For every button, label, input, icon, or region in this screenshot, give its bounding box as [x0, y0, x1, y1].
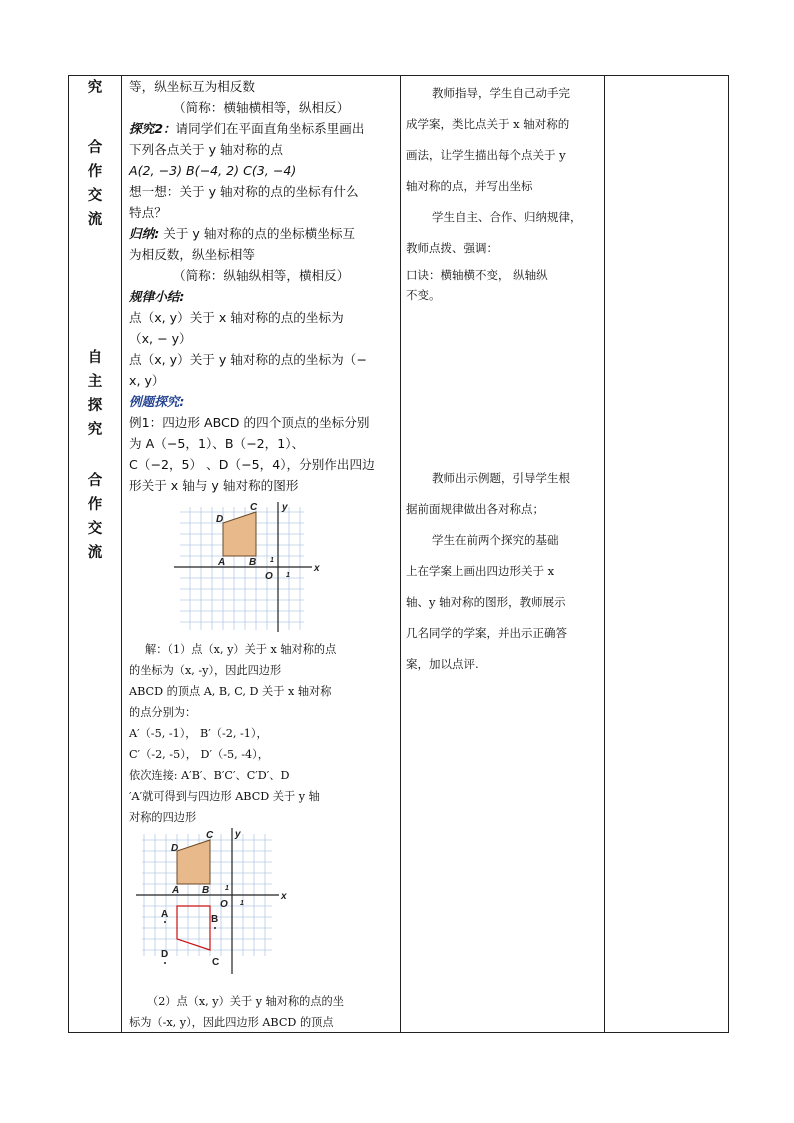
activity-line: 上在学案上画出四边形关于 x: [406, 564, 555, 578]
label-x-axis: x: [281, 891, 287, 902]
label-x-axis: x: [314, 563, 320, 574]
label-one-x: 1: [286, 572, 290, 579]
text: 关于 y 轴对称的点的坐标横坐标互: [159, 226, 356, 241]
coordinate-figure-1: [172, 502, 327, 634]
activity-line: 不变。: [406, 288, 441, 302]
text-line: [129, 119, 364, 139]
activity-line: 轴对称的点，并写出坐标: [406, 179, 533, 193]
label-c-prime: C: [212, 957, 220, 968]
text-line: C（−2，5） 、D（−5，4），分别作出四边: [129, 457, 375, 472]
stage-char: 合: [87, 472, 103, 489]
stage-char: 究: [87, 79, 103, 96]
stage-char: 主: [87, 373, 103, 390]
label-b-prime: B: [211, 914, 219, 925]
stage-char: 交: [87, 187, 103, 204]
text-line: （简称：横轴横相等，纵相反）: [173, 100, 350, 115]
quadrilateral-abcd: [223, 512, 256, 556]
stage-char: 流: [87, 211, 103, 228]
text-line: 点（x, y）关于 x 轴对称的点的坐标为: [129, 310, 344, 325]
stage-char: 交: [87, 520, 103, 537]
solution-line: ′A′就可得到与四边形 ABCD 关于 y 轴: [129, 790, 320, 803]
label-d-prime: D: [161, 949, 169, 960]
activity-line: 学生自主、合作、归纳规律，: [432, 210, 582, 224]
content-column: [129, 76, 394, 1032]
text-line: x, y）: [129, 373, 165, 388]
text-line: 想一想：关于 y 轴对称的点的坐标有什么: [129, 184, 359, 199]
coordinate-figure-2: [134, 828, 294, 978]
text-line: A(2, −3) B(−4, 2) C(3, −4): [129, 163, 297, 178]
text-line: 等，纵坐标互为相反数: [129, 79, 255, 94]
activity-line: 教师点拨、强调：: [406, 241, 498, 255]
solution-line: （2）点（x, y）关于 y 轴对称的点的坐: [147, 995, 344, 1008]
stage-char: 作: [87, 496, 103, 513]
solution-line: 对称的四边形: [129, 811, 197, 824]
text-line: [129, 224, 355, 244]
text-line: 例1：四边形 ABCD 的四个顶点的坐标分别: [129, 415, 370, 430]
label-o: O: [220, 899, 228, 910]
label: 探究2：: [129, 121, 176, 136]
activity-line: 成学案，类比点关于 x 轴对称的: [406, 117, 570, 131]
label-c: C: [206, 830, 214, 841]
point-dot: [214, 927, 216, 929]
stage-char: 合: [87, 139, 103, 156]
activity-line: 教师出示例题，引导学生根: [432, 471, 570, 485]
column-divider: [121, 76, 122, 1032]
label-d: D: [216, 514, 224, 525]
label-a: A: [218, 557, 226, 568]
activity-line: 口诀：横轴横不变， 纵轴纵: [406, 268, 548, 282]
solution-line: A′（-5, -1）， B′（-2, -1），: [129, 727, 268, 740]
solution-line: 的坐标为（x, -y），因此四边形: [129, 664, 282, 677]
solution-line: C′（-2, -5）， D′（-5, -4），: [129, 748, 269, 761]
stage-char: 探: [87, 397, 103, 414]
label-one-x: 1: [240, 900, 244, 907]
point-dot: [164, 962, 166, 964]
label-y-axis: y: [282, 502, 288, 513]
stage-char: 流: [87, 544, 103, 561]
text-line: 下列各点关于 y 轴对称的点: [129, 142, 283, 157]
solution-line: 解：（1）点（x, y）关于 x 轴对称的点: [145, 643, 337, 656]
label-c: C: [250, 502, 258, 513]
text-line: 形关于 x 轴与 y 轴对称的图形: [129, 478, 299, 493]
column-divider: [604, 76, 605, 1032]
text-line: 点（x, y）关于 y 轴对称的点的坐标为（−: [129, 352, 367, 367]
activity-line: 案，加以点评.: [406, 657, 479, 671]
solution-line: 依次连接: A′B′、B′C′、C′D′、D: [129, 769, 290, 782]
activity-line: 画法，让学生描出每个点关于 y: [406, 148, 566, 162]
activity-line: 教师指导，学生自己动手完: [432, 86, 570, 100]
label-a: A: [172, 885, 180, 896]
label-d: D: [171, 843, 179, 854]
activity-line: 学生在前两个探究的基础: [432, 533, 559, 547]
quadrilateral-abcd: [177, 840, 210, 884]
label-o: O: [265, 571, 273, 582]
text-line: 为 A（−5，1）、B（−2，1）、: [129, 436, 305, 451]
label: 归纳:: [129, 226, 160, 241]
text-line: 为相反数，纵坐标相等: [129, 247, 255, 262]
stage-column: [69, 76, 121, 1032]
label-one-y: 1: [225, 885, 229, 892]
point-dot: [164, 921, 166, 923]
solution-line: 标为（-x, y），因此四边形 ABCD 的顶点: [129, 1016, 334, 1029]
lesson-table: [68, 75, 729, 1033]
activity-line: 几名同学的学案，并出示正确答: [406, 626, 567, 640]
label-b: B: [249, 557, 257, 568]
column-divider: [400, 76, 401, 1032]
stage-char: 自: [87, 349, 103, 366]
text: 请同学们在平面直角坐标系里画出: [175, 121, 365, 136]
activity-line: 轴、y 轴对称的图形，教师展示: [406, 595, 566, 609]
text-line: （x, − y）: [129, 331, 192, 346]
solution-line: 的点分别为：: [129, 706, 197, 719]
activity-column: [406, 76, 601, 1032]
stage-char: 作: [87, 163, 103, 180]
activity-line: 据前面规律做出各对称点；: [406, 502, 544, 516]
section-heading: 规律小结:: [129, 289, 185, 304]
label-b: B: [202, 885, 210, 896]
label-a-prime: A: [161, 909, 169, 920]
label-y-axis: y: [235, 829, 241, 840]
solution-line: ABCD 的顶点 A, B, C, D 关于 x 轴对称: [129, 685, 332, 698]
section-heading: 例题探究:: [129, 394, 185, 409]
stage-char: 究: [87, 421, 103, 438]
text-line: 特点？: [129, 205, 167, 220]
label-one-y: 1: [270, 557, 274, 564]
text-line: （简称：纵轴纵相等，横相反）: [173, 268, 350, 283]
